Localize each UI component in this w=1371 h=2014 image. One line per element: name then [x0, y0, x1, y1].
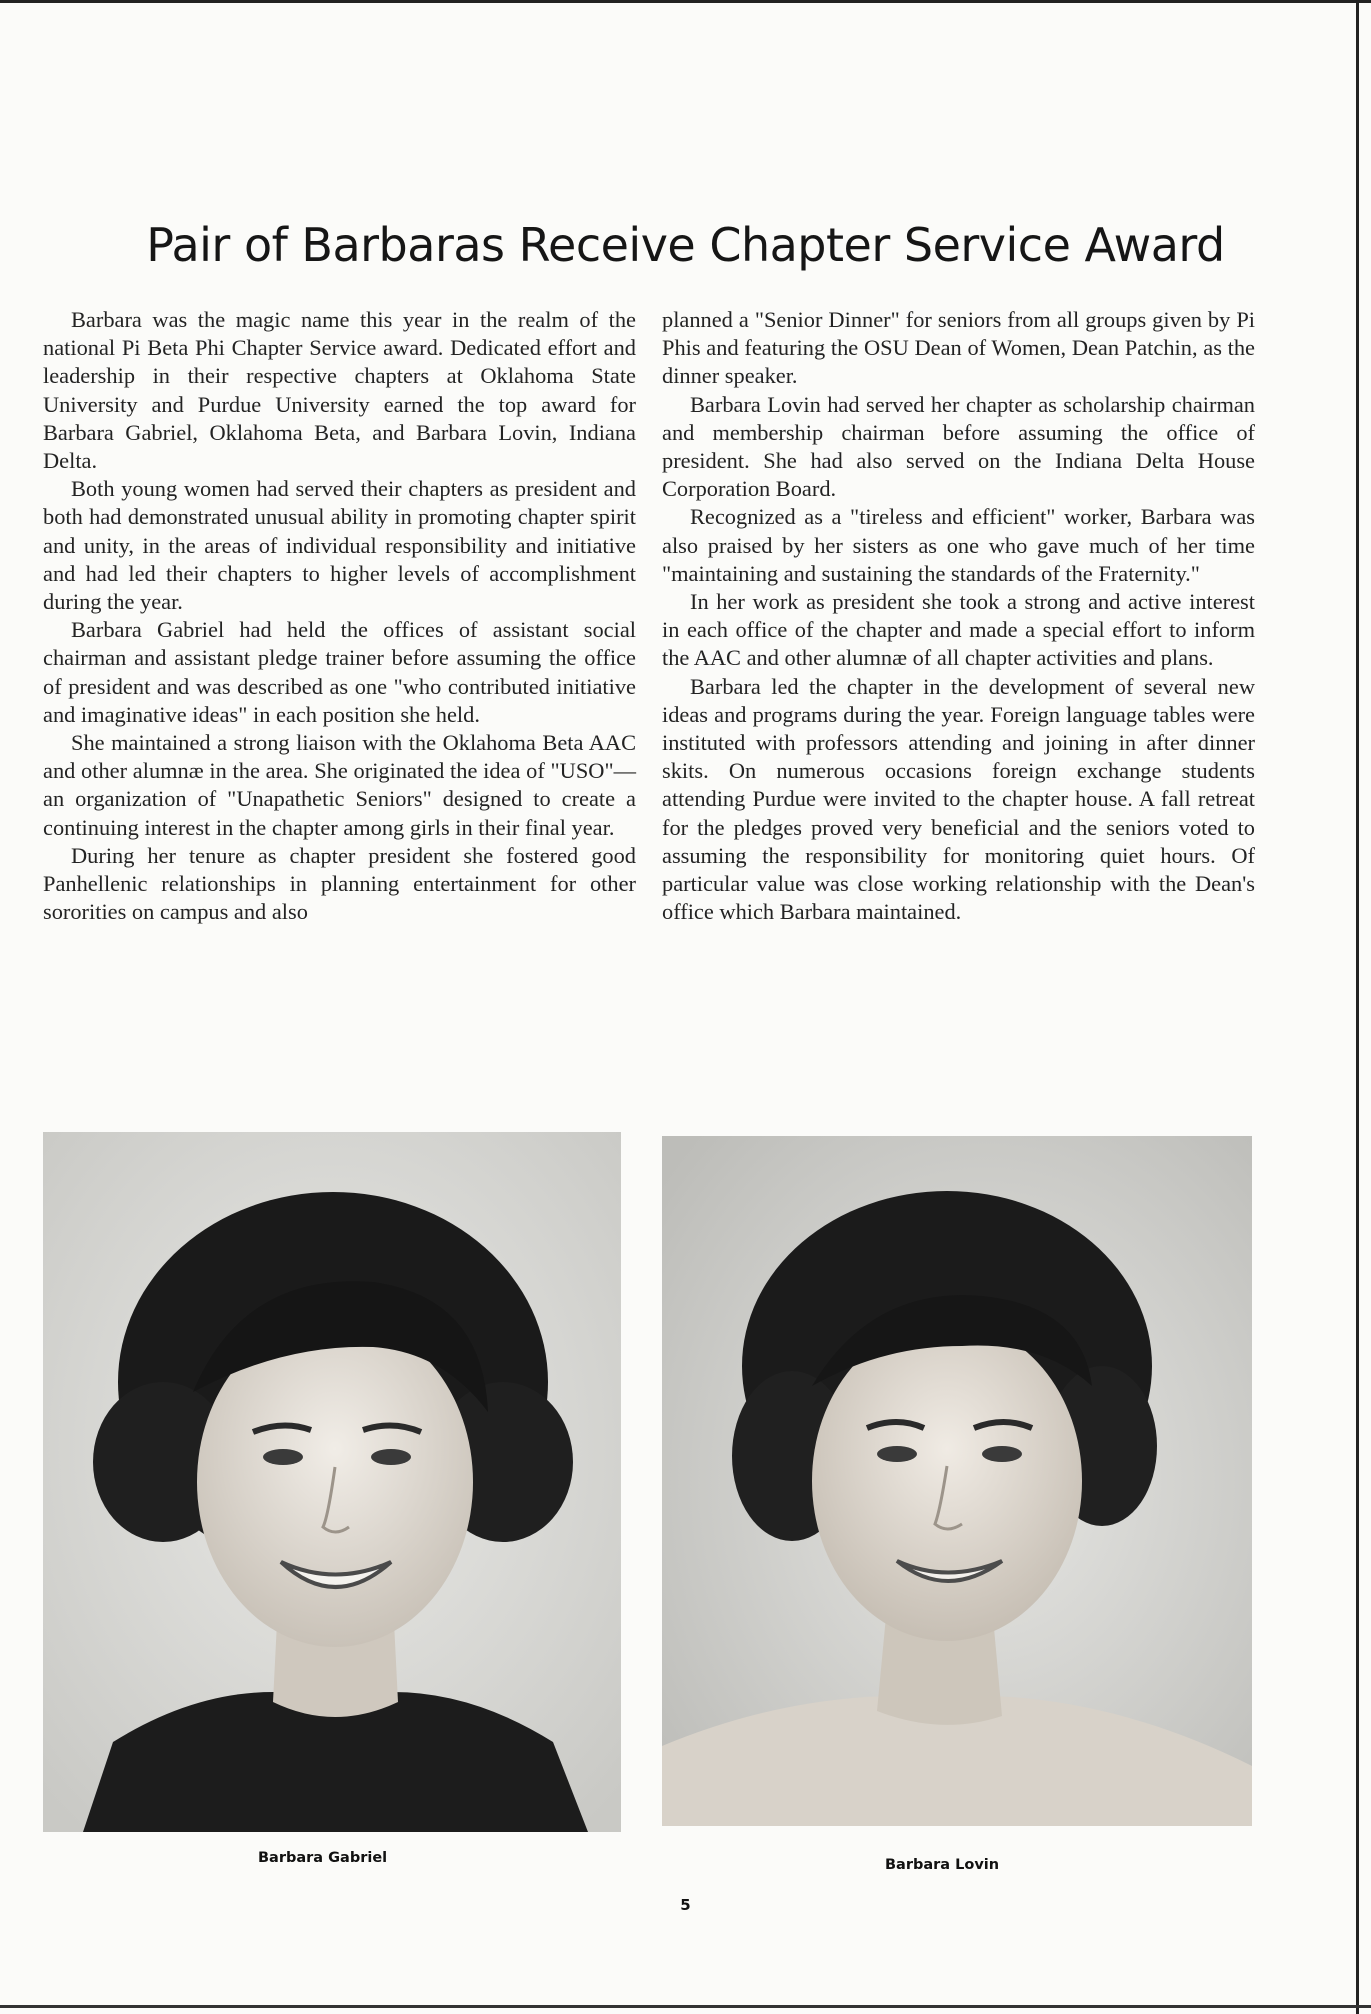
- photo-caption-right: Barbara Lovin: [885, 1857, 1000, 1873]
- page-number: 5: [680, 1896, 691, 1914]
- page-border-top: [0, 0, 1371, 3]
- paragraph: Both young women had served their chapters as president and both had demonstrated unusual ability in promoting chapter spirit and unity, in the areas of individual responsibility and initiative and had led their chapters to higher levels of accomplishment during the year.: [43, 476, 636, 615]
- page-border-bottom: [0, 2005, 1371, 2008]
- paragraph: Barbara Lovin had served her chapter as scholarship chairman and membership chairman before assuming the office of president. She had also served on the Indiana Delta House Corporation Board.: [662, 391, 1255, 502]
- paragraph: Barbara led the chapter in the development of several new ideas and programs during the year. Foreign language tables were instituted with professors attending and joining in after dinner skits. On numerous occasions foreign exchange students attending Purdue were invited to the chapter house. A fall retreat for the pledges proved very beneficial and the seniors voted to assuming the responsibility for monitoring quiet hours. Of particular value was close working relationship with the Dean's office which Barbara maintained.: [662, 673, 1255, 925]
- article-title: Pair of Barbaras Receive Chapter Service Award: [146, 218, 1225, 272]
- paragraph: Barbara was the magic name this year in the realm of the national Pi Beta Phi Chapter Service award. Dedicated effort and leadership in their respective chapters at Oklahoma State University and Purdue University earned the top award for Barbara Gabriel, Oklahoma Beta, and Barbara Lovin, Indiana Delta.: [43, 307, 636, 474]
- article-right-column: [662, 306, 1255, 926]
- paragraph-continued: planned a "Senior Dinner" for seniors from all groups given by Pi Phis and featuring the OSU Dean of Women, Dean Patchin, as the dinner speaker.: [662, 307, 1255, 389]
- portrait-photo-right: [662, 1136, 1252, 1826]
- paragraph: In her work as president she took a strong and active interest in each office of the chapter and made a special effort to inform the AAC and other alumnæ of all chapter activities and plans.: [662, 589, 1255, 671]
- paragraph: Barbara Gabriel had held the offices of assistant social chairman and assistant pledge trainer before assuming the office of president and was described as one "who contributed initiative and imaginative ideas" in each position she held.: [43, 617, 636, 727]
- portrait-image: [662, 1136, 1252, 1826]
- portrait-photo-left: [43, 1132, 621, 1832]
- paragraph: Recognized as a "tireless and efficient" worker, Barbara was also praised by her sisters as one who gave much of her time "maintaining and sustaining the standards of the Fraternity.": [662, 504, 1255, 586]
- paragraph: She maintained a strong liaison with the Oklahoma Beta AAC and other alumnæ in the area. She originated the idea of "USO"—an organization of "Unapathetic Seniors" designed to create a continuing interest in the chapter among girls in their final year.: [43, 730, 636, 840]
- photo-caption-left: Barbara Gabriel: [258, 1850, 388, 1866]
- page-border-right: [1356, 0, 1359, 2014]
- portrait-image: [43, 1132, 621, 1832]
- paragraph: During her tenure as chapter president she fostered good Panhellenic relationships in planning entertainment for other sororities on campus and also: [43, 842, 636, 925]
- article-left-column: [43, 306, 636, 926]
